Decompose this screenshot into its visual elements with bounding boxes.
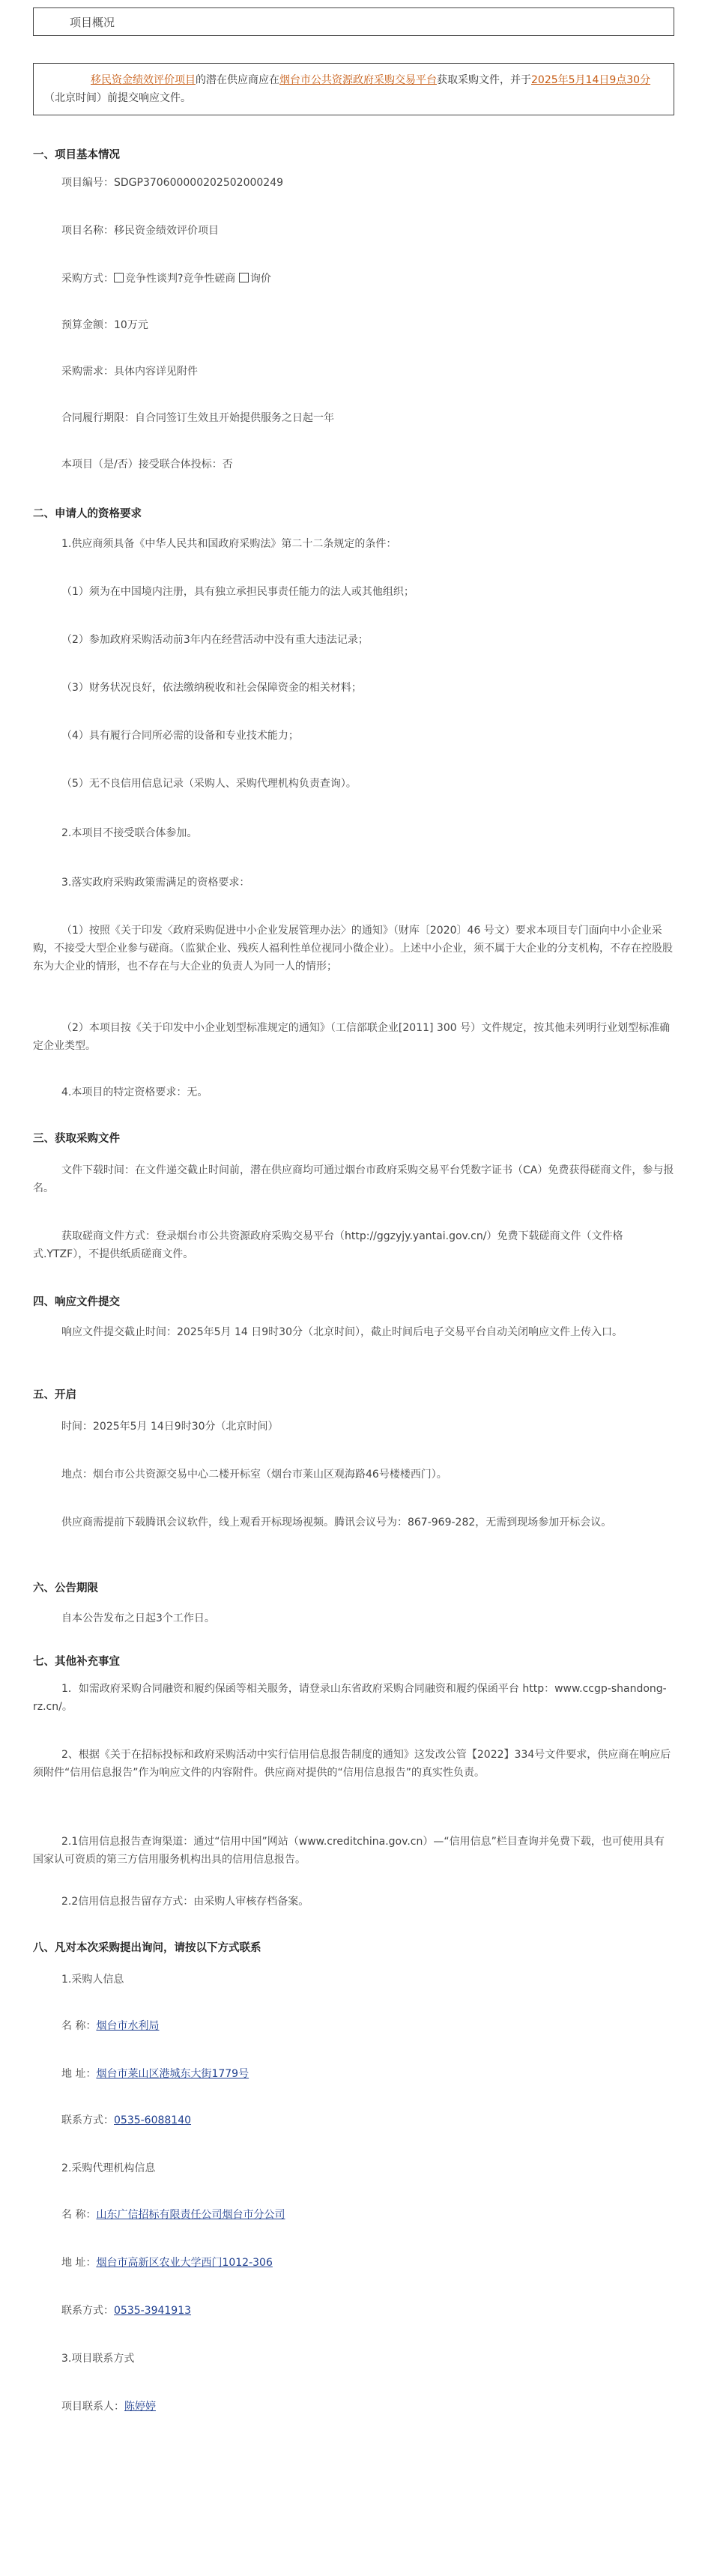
section-6-heading: 六、公告期限 (33, 1582, 98, 1594)
agent-name-label: 名 称： (61, 2209, 97, 2221)
contract-period: 合同履行期限：自合同签订生效且开始提供服务之日起一年 (61, 412, 334, 424)
extra-1: 1．如需政府采购合同融资和履约保函等相关服务，请登录山东省政府采购合同融资和履约保函平台 http：www.ccgp-shandong-rz.cn/。 (33, 1683, 667, 1713)
qual-1e: （5）无不良信用信息记录（采购人、采购代理机构负责查询）。 (61, 778, 357, 790)
agent-address-label: 地 址： (61, 2257, 97, 2269)
buyer-address: 烟台市莱山区港城东大街1779号 (96, 2068, 249, 2080)
qual-4: 4.本项目的特定资格要求：无。 (61, 1086, 208, 1098)
section-1-heading: 一、项目基本情况 (33, 149, 120, 161)
download-method: 获取磋商文件方式：登录烟台市公共资源政府采购交易平台（http://ggzyjy.yantai.gov.cn/）免费下载磋商文件（文件格式.YTZF），不提供纸质磋商文件。 (33, 1230, 623, 1260)
method-option: 询价 (249, 273, 271, 285)
contact-person: 陈婷婷 (124, 2401, 156, 2413)
download-time: 文件下载时间：在文件递交截止时间前，潜在供应商均可通过烟台市政府采购交易平台凭数字证书（CA）免费获得磋商文件，参与报名。 (33, 1164, 674, 1194)
agent-phone: 0535-3941913 (114, 2305, 192, 2317)
announcement (33, 7, 674, 2413)
overview-notice-box (33, 63, 674, 115)
buyer-name-label: 名 称： (61, 2020, 97, 2032)
overview-title: 项目概况 (70, 16, 115, 29)
deadline-text: 2025年5月14日9点30分 (531, 74, 651, 86)
buyer-info-title: 1.采购人信息 (61, 1974, 124, 1986)
qual-1: 1.供应商须具备《中华人民共和国政府采购法》第二十二条规定的条件： (61, 538, 397, 550)
section-7-heading: 七、其他补充事宜 (33, 1656, 120, 1668)
agent-address: 烟台市高新区农业大学西门1012-306 (96, 2257, 273, 2269)
opening-meeting: 供应商需提前下载腾讯会议软件，线上观看开标现场视频。腾讯会议号为：867-969-282，无需到现场参加开标会议。 (61, 1517, 612, 1529)
procurement-method (33, 270, 674, 288)
extra-2: 2、根据《关于在招标投标和政府采购活动中实行信用信息报告制度的通知》这发改公管【2022】334号文件要求，供应商在响应后须附件“信用信息报告”作为响应文件的内容附件。供应商对提供的“信用信息报告”的真实性负责。 (33, 1749, 671, 1779)
contact-label: 项目联系人： (61, 2401, 124, 2413)
method-label: 采购方式： (61, 273, 114, 285)
method-option: 竞争性谈判 (125, 273, 178, 285)
agent-name-row (33, 2206, 674, 2224)
section-5-heading: 五、开启 (33, 1389, 76, 1401)
notice-text: 获取采购文件，并于 (437, 74, 531, 86)
qual-1b: （2）参加政府采购活动前3年内在经营活动中没有重大违法记录； (61, 634, 369, 646)
qual-3: 3.落实政府采购政策需满足的资格要求： (61, 877, 250, 889)
budget: 预算金额：10万元 (61, 319, 148, 331)
method-option-checked: ?竞争性磋商 (178, 273, 236, 285)
agent-phone-row (33, 2302, 674, 2320)
buyer-phone-row (33, 2111, 674, 2129)
buyer-name-row (33, 2017, 674, 2035)
extra-2-2: 2.2信用信息报告留存方式：由采购人审核存档备案。 (61, 1896, 309, 1908)
project-code: 项目编号：SDGP370600000202502000249 (61, 177, 284, 189)
checkbox-icon (239, 273, 249, 282)
buyer-address-label: 地 址： (61, 2068, 97, 2080)
qual-3a: （1）按照《关于印发〈政府采购促进中小企业发展管理办法〉的通知》（财库〔2020〕46 号文）要求本项目专门面向中小企业采购，不接受大型企业参与磋商。（监狱企业、残疾人福利性单位视同小微企业）。上述中小企业，须不属于大企业的分支机构，不存在控股股东为大企业的情形，也不存在与大企业的负责人为同一人的情形； (33, 925, 673, 973)
platform-link[interactable]: 烟台市公共资源政府采购交易平台 (279, 74, 437, 86)
agent-address-row (33, 2254, 674, 2272)
buyer-address-row (33, 2065, 674, 2083)
consortium: 本项目（是/否）接受联合体投标：否 (61, 459, 233, 471)
opening-location: 地点：烟台市公共资源交易中心二楼开标室（烟台市莱山区观海路46号楼楼西门）。 (61, 1469, 447, 1481)
qual-1c: （3）财务状况良好，依法缴纳税收和社会保障资金的相关材料； (61, 682, 362, 694)
overview-title-box (33, 7, 674, 36)
contact-info-title: 3.项目联系方式 (61, 2353, 135, 2365)
buyer-name: 烟台市水利局 (96, 2020, 160, 2032)
checkbox-icon (114, 273, 124, 282)
notice-text: 的潜在供应商应在 (196, 74, 279, 86)
buyer-phone: 0535-6088140 (114, 2114, 192, 2126)
section-3-heading: 三、获取采购文件 (33, 1133, 120, 1145)
agent-phone-label: 联系方式： (61, 2305, 114, 2317)
agent-name: 山东广信招标有限责任公司烟台市分公司 (96, 2209, 285, 2221)
qual-1d: （4）具有履行合同所必需的设备和专业技术能力； (61, 730, 299, 742)
extra-2-1: 2.1信用信息报告查询渠道：通过“信用中国”网站（www.creditchina.gov.cn）—“信用信息”栏目查询并免费下载，也可使用具有国家认可资质的第三方信用服务机构出具的信用信息报告。 (33, 1836, 665, 1866)
section-4-heading: 四、响应文件提交 (33, 1296, 120, 1308)
project-name: 项目名称：移民资金绩效评价项目 (61, 225, 219, 237)
qual-2: 2.本项目不接受联合体参加。 (61, 827, 198, 839)
buyer-phone-label: 联系方式： (61, 2114, 114, 2126)
requirement: 采购需求：具体内容详见附件 (61, 366, 198, 378)
qual-1a: （1）须为在中国境内注册，具有独立承担民事责任能力的法人或其他组织； (61, 586, 414, 598)
notice-period: 自本公告发布之日起3个工作日。 (61, 1612, 215, 1624)
opening-time: 时间：2025年5月 14日9时30分（北京时间） (61, 1421, 279, 1433)
contact-row (33, 2398, 674, 2416)
section-8-heading: 八、凡对本次采购提出询问，请按以下方式联系 (33, 1942, 261, 1954)
agent-info-title: 2.采购代理机构信息 (61, 2162, 156, 2174)
qual-3b: （2）本项目按《关于印发中小企业划型标准规定的通知》（工信部联企业[2011] 300 号）文件规定，按其他未列明行业划型标准确定企业类型。 (33, 1022, 671, 1052)
notice-text: （北京时间）前提交响应文件。 (44, 92, 191, 104)
section-2-heading: 二、申请人的资格要求 (33, 508, 142, 520)
submission-deadline: 响应文件提交截止时间：2025年5月 14 日9时30分（北京时间），截止时间后电子交易平台自动关闭响应文件上传入口。 (61, 1326, 623, 1338)
project-name-link[interactable]: 移民资金绩效评价项目 (91, 74, 196, 86)
